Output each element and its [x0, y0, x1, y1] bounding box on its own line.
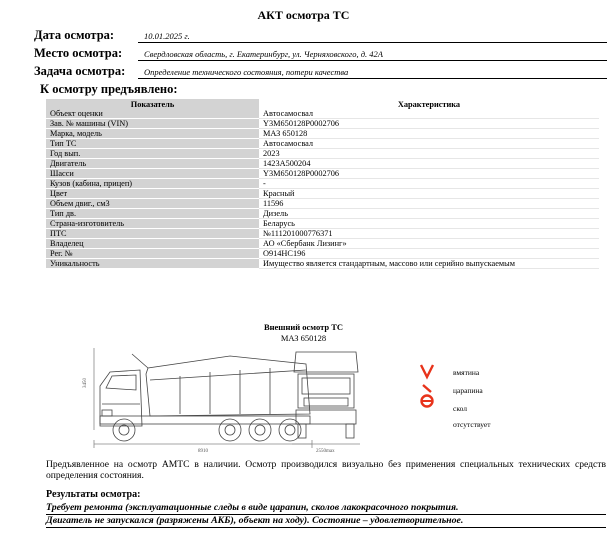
table-row — [46, 229, 599, 239]
table-row — [46, 119, 599, 129]
table-row — [46, 219, 599, 229]
inspection-task-row — [34, 62, 607, 79]
table-row — [46, 109, 599, 119]
inspection-place-label: Место осмотра: — [34, 46, 123, 60]
exterior-model: МАЗ 650128 — [280, 333, 327, 343]
truck-front-drawing — [288, 344, 364, 456]
table-row — [46, 239, 599, 249]
table-row — [46, 199, 599, 209]
row-indicator: Объем двиг., см3 — [46, 199, 259, 209]
table-row — [46, 129, 599, 139]
inspection-note: Предъявленное на осмотр АМТС в наличии. Осмотр производился визуально без применения специальных технических средств определения состояния. — [46, 459, 606, 481]
table-row — [46, 169, 599, 179]
presented-heading: К осмотру предъявлено: — [40, 82, 178, 96]
exterior-title: Внешний осмотр ТС — [263, 322, 344, 332]
table-header-row — [46, 99, 599, 109]
inspection-date-row — [34, 26, 607, 43]
table-row — [46, 259, 599, 269]
row-indicator: Уникальность — [46, 259, 259, 269]
row-indicator: Год вып. — [46, 149, 259, 159]
row-indicator: Зав. № машины (VIN) — [46, 119, 259, 129]
row-characteristic: Беларусь — [259, 219, 599, 229]
side-height-dim: 3450 — [83, 378, 88, 388]
row-indicator: Тип ТС — [46, 139, 259, 149]
row-characteristic: 11596 — [259, 199, 599, 209]
row-characteristic: Автосамосвал — [259, 139, 599, 149]
row-indicator: Объект оценки — [46, 109, 259, 119]
front-width-dim: 2550max — [316, 449, 335, 454]
inspection-place-value: Свердловская область, г. Екатеринбург, ул. Черняховского, д. 42А — [144, 49, 383, 59]
row-characteristic: 1423А500204 — [259, 159, 599, 169]
row-indicator: Владелец — [46, 239, 259, 249]
results-line-2: Двигатель не запускался (разряжены АКБ), объект на ходу). Состояние – удовлетворительное. — [46, 515, 606, 528]
table-header-characteristic: Характеристика — [397, 99, 461, 109]
row-indicator: Рег. № — [46, 249, 259, 259]
row-characteristic: Y3M650128P0002706 — [259, 169, 599, 179]
row-characteristic: МАЗ 650128 — [259, 129, 599, 139]
inspection-place-row — [34, 44, 607, 61]
row-indicator: Кузов (кабина, прицеп) — [46, 179, 259, 189]
table-row — [46, 189, 599, 199]
row-characteristic: 2023 — [259, 149, 599, 159]
legend-missing: отсутствует — [453, 420, 491, 429]
table-row — [46, 159, 599, 169]
row-characteristic: - — [259, 179, 599, 189]
table-row — [46, 249, 599, 259]
inspection-date-value: 10.01.2025 г. — [144, 31, 190, 41]
results-line-1: Требует ремонта (эксплуатационные следы в виде царапин, сколов лакокрасочного покрытия. — [46, 502, 606, 515]
scratch-symbol-icon — [423, 385, 431, 392]
row-characteristic: Автосамосвал — [259, 109, 599, 119]
row-characteristic: Y3M650128P0002706 — [259, 119, 599, 129]
row-characteristic: О914НС196 — [259, 249, 599, 259]
properties-table — [46, 99, 599, 269]
page-title: АКТ осмотра ТС — [257, 8, 350, 22]
row-indicator: Страна-изготовитель — [46, 219, 259, 229]
inspection-task-value: Определение технического состояния, потери качества — [144, 67, 349, 77]
table-header-indicator: Показатель — [46, 99, 259, 109]
inspection-date-label: Дата осмотра: — [34, 28, 115, 42]
legend-chip: скол — [453, 404, 467, 413]
table-row — [46, 139, 599, 149]
row-indicator: Марка, модель — [46, 129, 259, 139]
row-indicator: Цвет — [46, 189, 259, 199]
row-characteristic: Имущество является стандартным, массово или серийно выпускаемым — [259, 259, 599, 269]
legend-scratch: царапина — [453, 386, 483, 395]
row-indicator: Двигатель — [46, 159, 259, 169]
row-characteristic: Красный — [259, 189, 599, 199]
table-row — [46, 209, 599, 219]
table-row — [46, 149, 599, 159]
row-characteristic: Дизель — [259, 209, 599, 219]
table-row — [46, 179, 599, 189]
row-indicator: Шасси — [46, 169, 259, 179]
row-characteristic: АО «Сбербанк Лизинг» — [259, 239, 599, 249]
dent-symbol-icon — [421, 365, 433, 377]
damage-legend-symbols — [418, 363, 438, 419]
row-indicator: Тип дв. — [46, 209, 259, 219]
legend-dent: вмятина — [453, 368, 480, 377]
row-characteristic: №111201000776371 — [259, 229, 599, 239]
side-length-dim: 8910 — [198, 449, 208, 454]
row-indicator: ПТС — [46, 229, 259, 239]
inspection-task-label: Задача осмотра: — [34, 64, 126, 78]
results-heading: Результаты осмотра: — [46, 489, 141, 500]
